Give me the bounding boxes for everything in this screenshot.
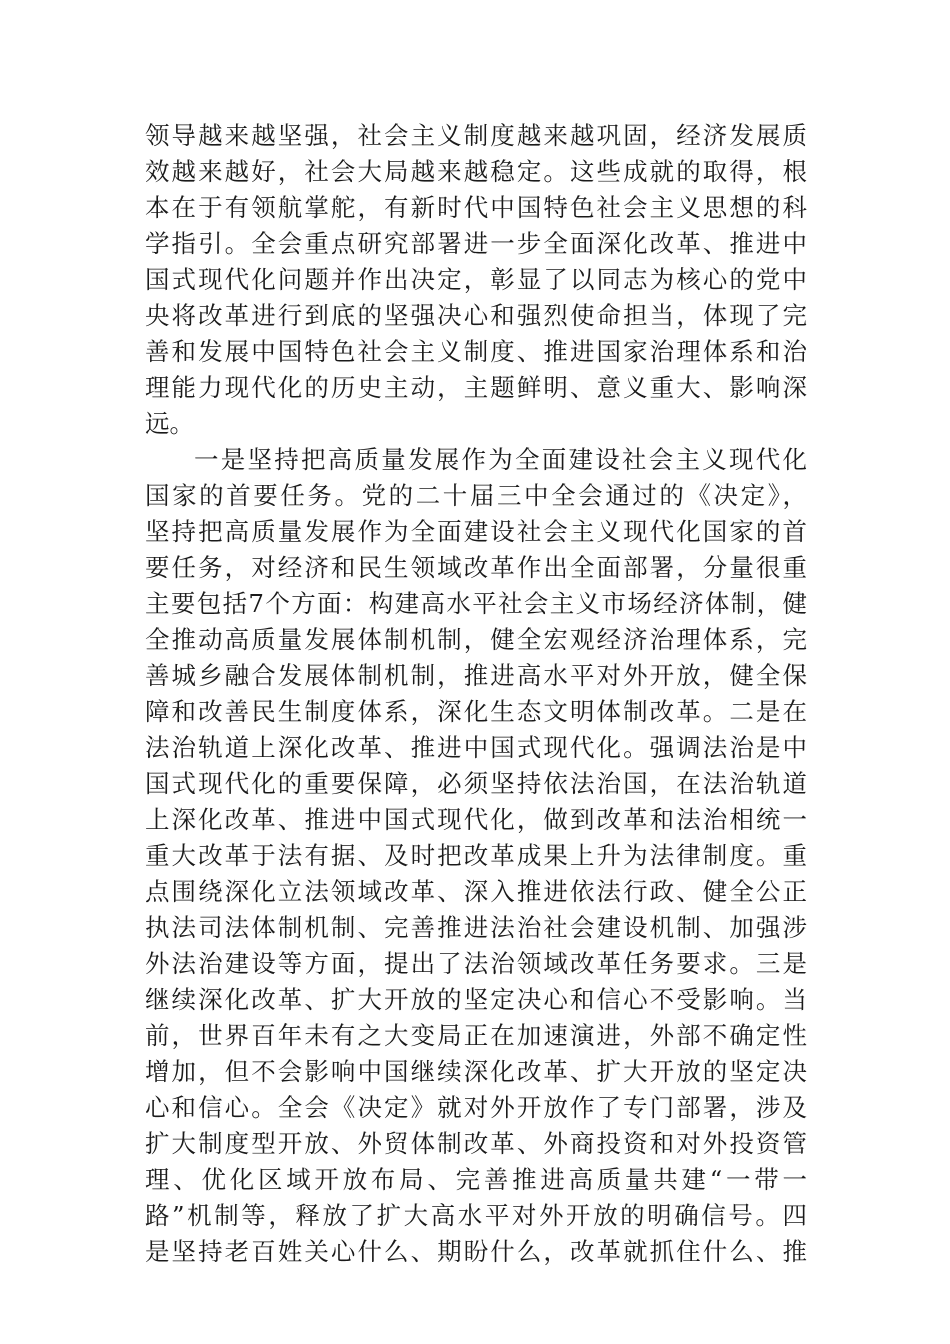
text-line: 路”机制等，释放了扩大高水平对外开放的明确信号。四	[145, 1201, 807, 1230]
text-line: 是坚持老百姓关心什么、期盼什么，改革就抓住什么、推	[145, 1237, 807, 1266]
text-line: 上深化改革、推进中国式现代化，做到改革和法治相统一	[145, 805, 807, 834]
text-line: 理、优化区域开放布局、完善推进高质量共建“一带一	[145, 1165, 807, 1194]
text-line: 国式现代化的重要保障，必须坚持依法治国，在法治轨道	[145, 769, 807, 798]
text-line: 增加，但不会影响中国继续深化改革、扩大开放的坚定决	[145, 1057, 807, 1086]
text-line: 本在于有领航掌舵，有新时代中国特色社会主义思想的科	[145, 193, 807, 222]
text-line: 效越来越好，社会大局越来越稳定。这些成就的取得，根	[145, 157, 807, 186]
text-line: 执法司法体制机制、完善推进法治社会建设机制、加强涉	[145, 913, 807, 942]
text-line: 扩大制度型开放、外贸体制改革、外商投资和对外投资管	[145, 1129, 807, 1158]
text-line: 继续深化改革、扩大开放的坚定决心和信心不受影响。当	[145, 985, 807, 1014]
text-line: 全推动高质量发展体制机制，健全宏观经济治理体系，完	[145, 625, 807, 654]
text-line: 善和发展中国特色社会主义制度、推进国家治理体系和治	[145, 337, 807, 366]
text-line: 重大改革于法有据、及时把改革成果上升为法律制度。重	[145, 841, 807, 870]
text-line: 理能力现代化的历史主动，主题鲜明、意义重大、影响深	[145, 373, 807, 402]
text-line: 远。	[145, 409, 194, 438]
text-line: 点围绕深化立法领域改革、深入推进依法行政、健全公正	[145, 877, 807, 906]
text-line: 央将改革进行到底的坚强决心和强烈使命担当，体现了完	[145, 301, 807, 330]
text-line: 心和信心。全会《决定》就对外开放作了专门部署，涉及	[145, 1093, 807, 1122]
text-line: 国式现代化问题并作出决定，彰显了以同志为核心的党中	[145, 265, 807, 294]
text-line: 国家的首要任务。党的二十届三中全会通过的《决定》，	[145, 481, 807, 510]
text-line: 外法治建设等方面，提出了法治领域改革任务要求。三是	[145, 949, 807, 978]
text-line: 主要包括7个方面：构建高水平社会主义市场经济体制，健	[145, 589, 807, 618]
text-line: 障和改善民生制度体系，深化生态文明体制改革。二是在	[145, 697, 807, 726]
text-line: 法治轨道上深化改革、推进中国式现代化。强调法治是中	[145, 733, 807, 762]
text-line: 领导越来越坚强，社会主义制度越来越巩固，经济发展质	[145, 121, 807, 150]
text-line: 学指引。全会重点研究部署进一步全面深化改革、推进中	[145, 229, 807, 258]
text-line: 善城乡融合发展体制机制，推进高水平对外开放，健全保	[145, 661, 807, 690]
text-line: 要任务，对经济和民生领域改革作出全面部署，分量很重	[145, 553, 807, 582]
text-line: 坚持把高质量发展作为全面建设社会主义现代化国家的首	[145, 517, 807, 546]
text-line: 前，世界百年未有之大变局正在加速演进，外部不确定性	[145, 1021, 807, 1050]
text-line: 一是坚持把高质量发展作为全面建设社会主义现代化	[194, 445, 807, 474]
body-text	[145, 118, 807, 1270]
